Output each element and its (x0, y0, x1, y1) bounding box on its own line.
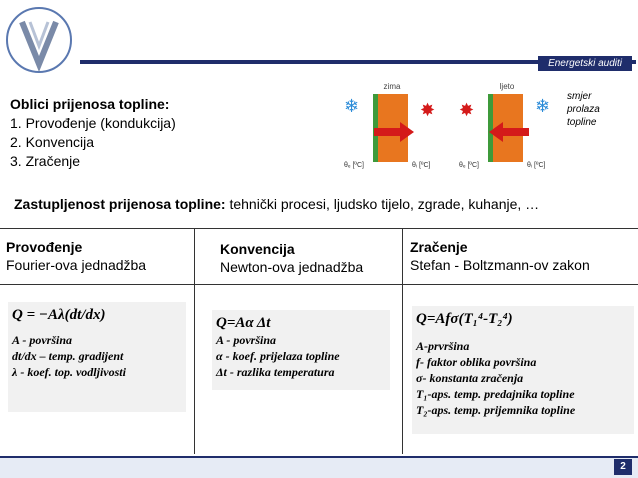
heat-direction-note: smjer prolaza topline (567, 91, 600, 128)
list-item: 3. Zračenje (10, 153, 81, 169)
inside-temp-label: θᵢ [ºC] (412, 162, 431, 169)
winter-label: zima (383, 82, 401, 91)
outside-temp-label: θₑ [ºC] (459, 162, 479, 169)
representation-text: tehnički procesi, ljudsko tijelo, zgrade, kuhanje, … (225, 196, 540, 212)
slide-title: Oblici prijenosa topline: (10, 96, 170, 112)
page-number: 2 (614, 459, 632, 475)
summer-wall-illustration (455, 82, 559, 174)
table-header-rule (0, 284, 638, 285)
stefan-boltzmann-formula: Q=Afσ(T₁⁴-T₂⁴) A-prvršina f- faktor oblika površina σ- konstanta zračenja T₁-aps. temp. predajnika topline T₂-aps. temp. prijemnika topline (412, 306, 634, 434)
inside-temp-label: θᵢ [ºC] (527, 162, 546, 169)
fourier-formula: Q = −Aλ(dt/dx) A - površina dt/dx – temp. gradijent λ - koef. top. vodljivosti (8, 302, 186, 412)
column-heading-conduction: Provođenje Fourier-ova jednadžba (6, 239, 147, 273)
heat-flow-arrow-icon (489, 122, 529, 142)
forms-list (10, 114, 176, 171)
footer-bar (0, 456, 638, 478)
heat-source-icon: ✸ (420, 100, 436, 120)
heat-flow-arrow-icon (374, 122, 414, 142)
list-item: 2. Konvencija (10, 134, 95, 150)
outside-temp-label: θₑ [ºC] (344, 162, 364, 169)
snowflake-icon: ❄ (535, 96, 551, 116)
summer-label: ljeto (499, 82, 515, 91)
heat-source-icon: ✸ (459, 100, 475, 120)
header-badge: Energetski auditi (538, 56, 632, 71)
column-divider (194, 228, 195, 454)
snowflake-icon: ❄ (344, 96, 360, 116)
column-divider (402, 228, 403, 454)
table-top-rule (0, 228, 638, 229)
representation-line (14, 196, 539, 212)
column-heading-radiation: Zračenje Stefan - Boltzmann-ov zakon (410, 239, 590, 273)
winter-wall-illustration (340, 82, 444, 174)
column-heading-convection: Konvencija Newton-ova jednadžba (220, 241, 364, 275)
newton-formula: Q=Aα Δt A - površina α - koef. prijelaza topline Δt - razlika temperatura (212, 310, 390, 390)
list-item: 1. Provođenje (kondukcija) (10, 115, 176, 131)
university-logo (4, 2, 74, 78)
representation-label: Zastupljenost prijenosa topline: (14, 196, 226, 212)
